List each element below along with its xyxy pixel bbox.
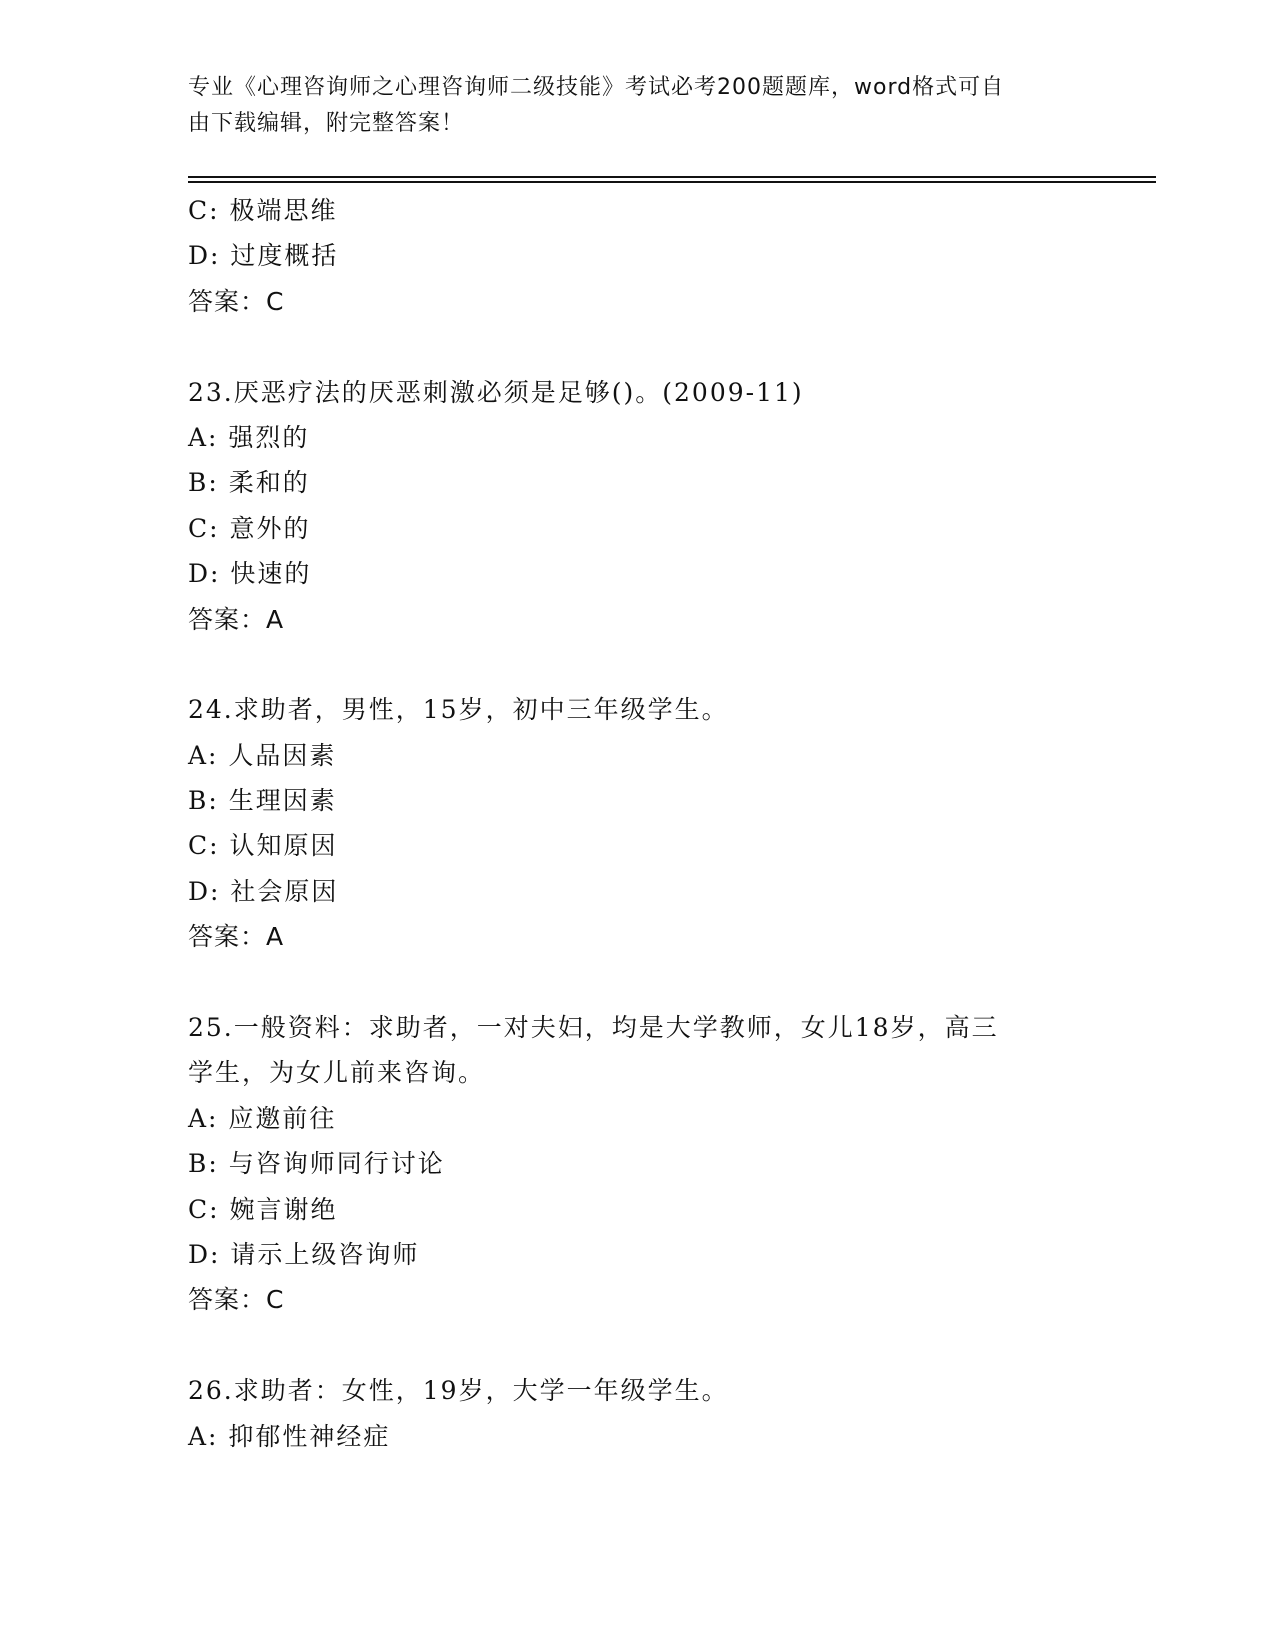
spacer [188,1323,1088,1368]
option-line: B: 与咨询师同行讨论 [188,1149,445,1179]
option-line: A: 人品因素 [188,740,337,770]
option-line: C: 认知原因 [188,831,338,861]
header-rule-top [188,176,1156,178]
option-line: B: 柔和的 [188,468,310,498]
spacer [188,324,1088,369]
question-text: 25.一般资料：求助者，一对夫妇，均是大学教师，女儿18岁，高三 [188,1013,999,1043]
option-line: A: 应邀前往 [188,1103,337,1133]
option-line: D: 过度概括 [188,241,339,271]
spacer [188,642,1088,687]
option-line: A: 强烈的 [188,422,310,452]
option-line: C: 意外的 [188,513,311,543]
option-line: B: 生理因素 [188,786,337,816]
answer-line: 答案：C [188,286,285,316]
option-line: D: 请示上级咨询师 [188,1239,420,1269]
option-line: D: 快速的 [188,559,312,589]
option-line: D: 社会原因 [188,876,339,906]
question-list [188,188,1088,1459]
question-text: 24.求助者，男性，15岁，初中三年级学生。 [188,695,729,725]
answer-line: 答案：C [188,1285,285,1315]
answer-line: 答案：A [188,922,285,952]
option-line: A: 抑郁性神经症 [188,1421,391,1451]
header-line-2: 由下载编辑，附完整答案！ [188,111,465,136]
spacer [188,960,1088,1005]
question-text: 26.求助者：女性，19岁，大学一年级学生。 [188,1376,729,1406]
option-line: C: 婉言谢绝 [188,1194,338,1224]
answer-line: 答案：A [188,604,285,634]
header-rule-bottom [188,181,1156,183]
question-text: 23.厌恶疗法的厌恶刺激必须是足够()。(2009-11) [188,377,804,407]
header-line-1: 专业《心理咨询师之心理咨询师二级技能》考试必考200题题库，word格式可自 [188,75,1005,100]
document-header [188,70,1068,142]
option-line: C: 极端思维 [188,196,338,225]
question-text: 学生，为女儿前来咨询。 [188,1058,486,1088]
